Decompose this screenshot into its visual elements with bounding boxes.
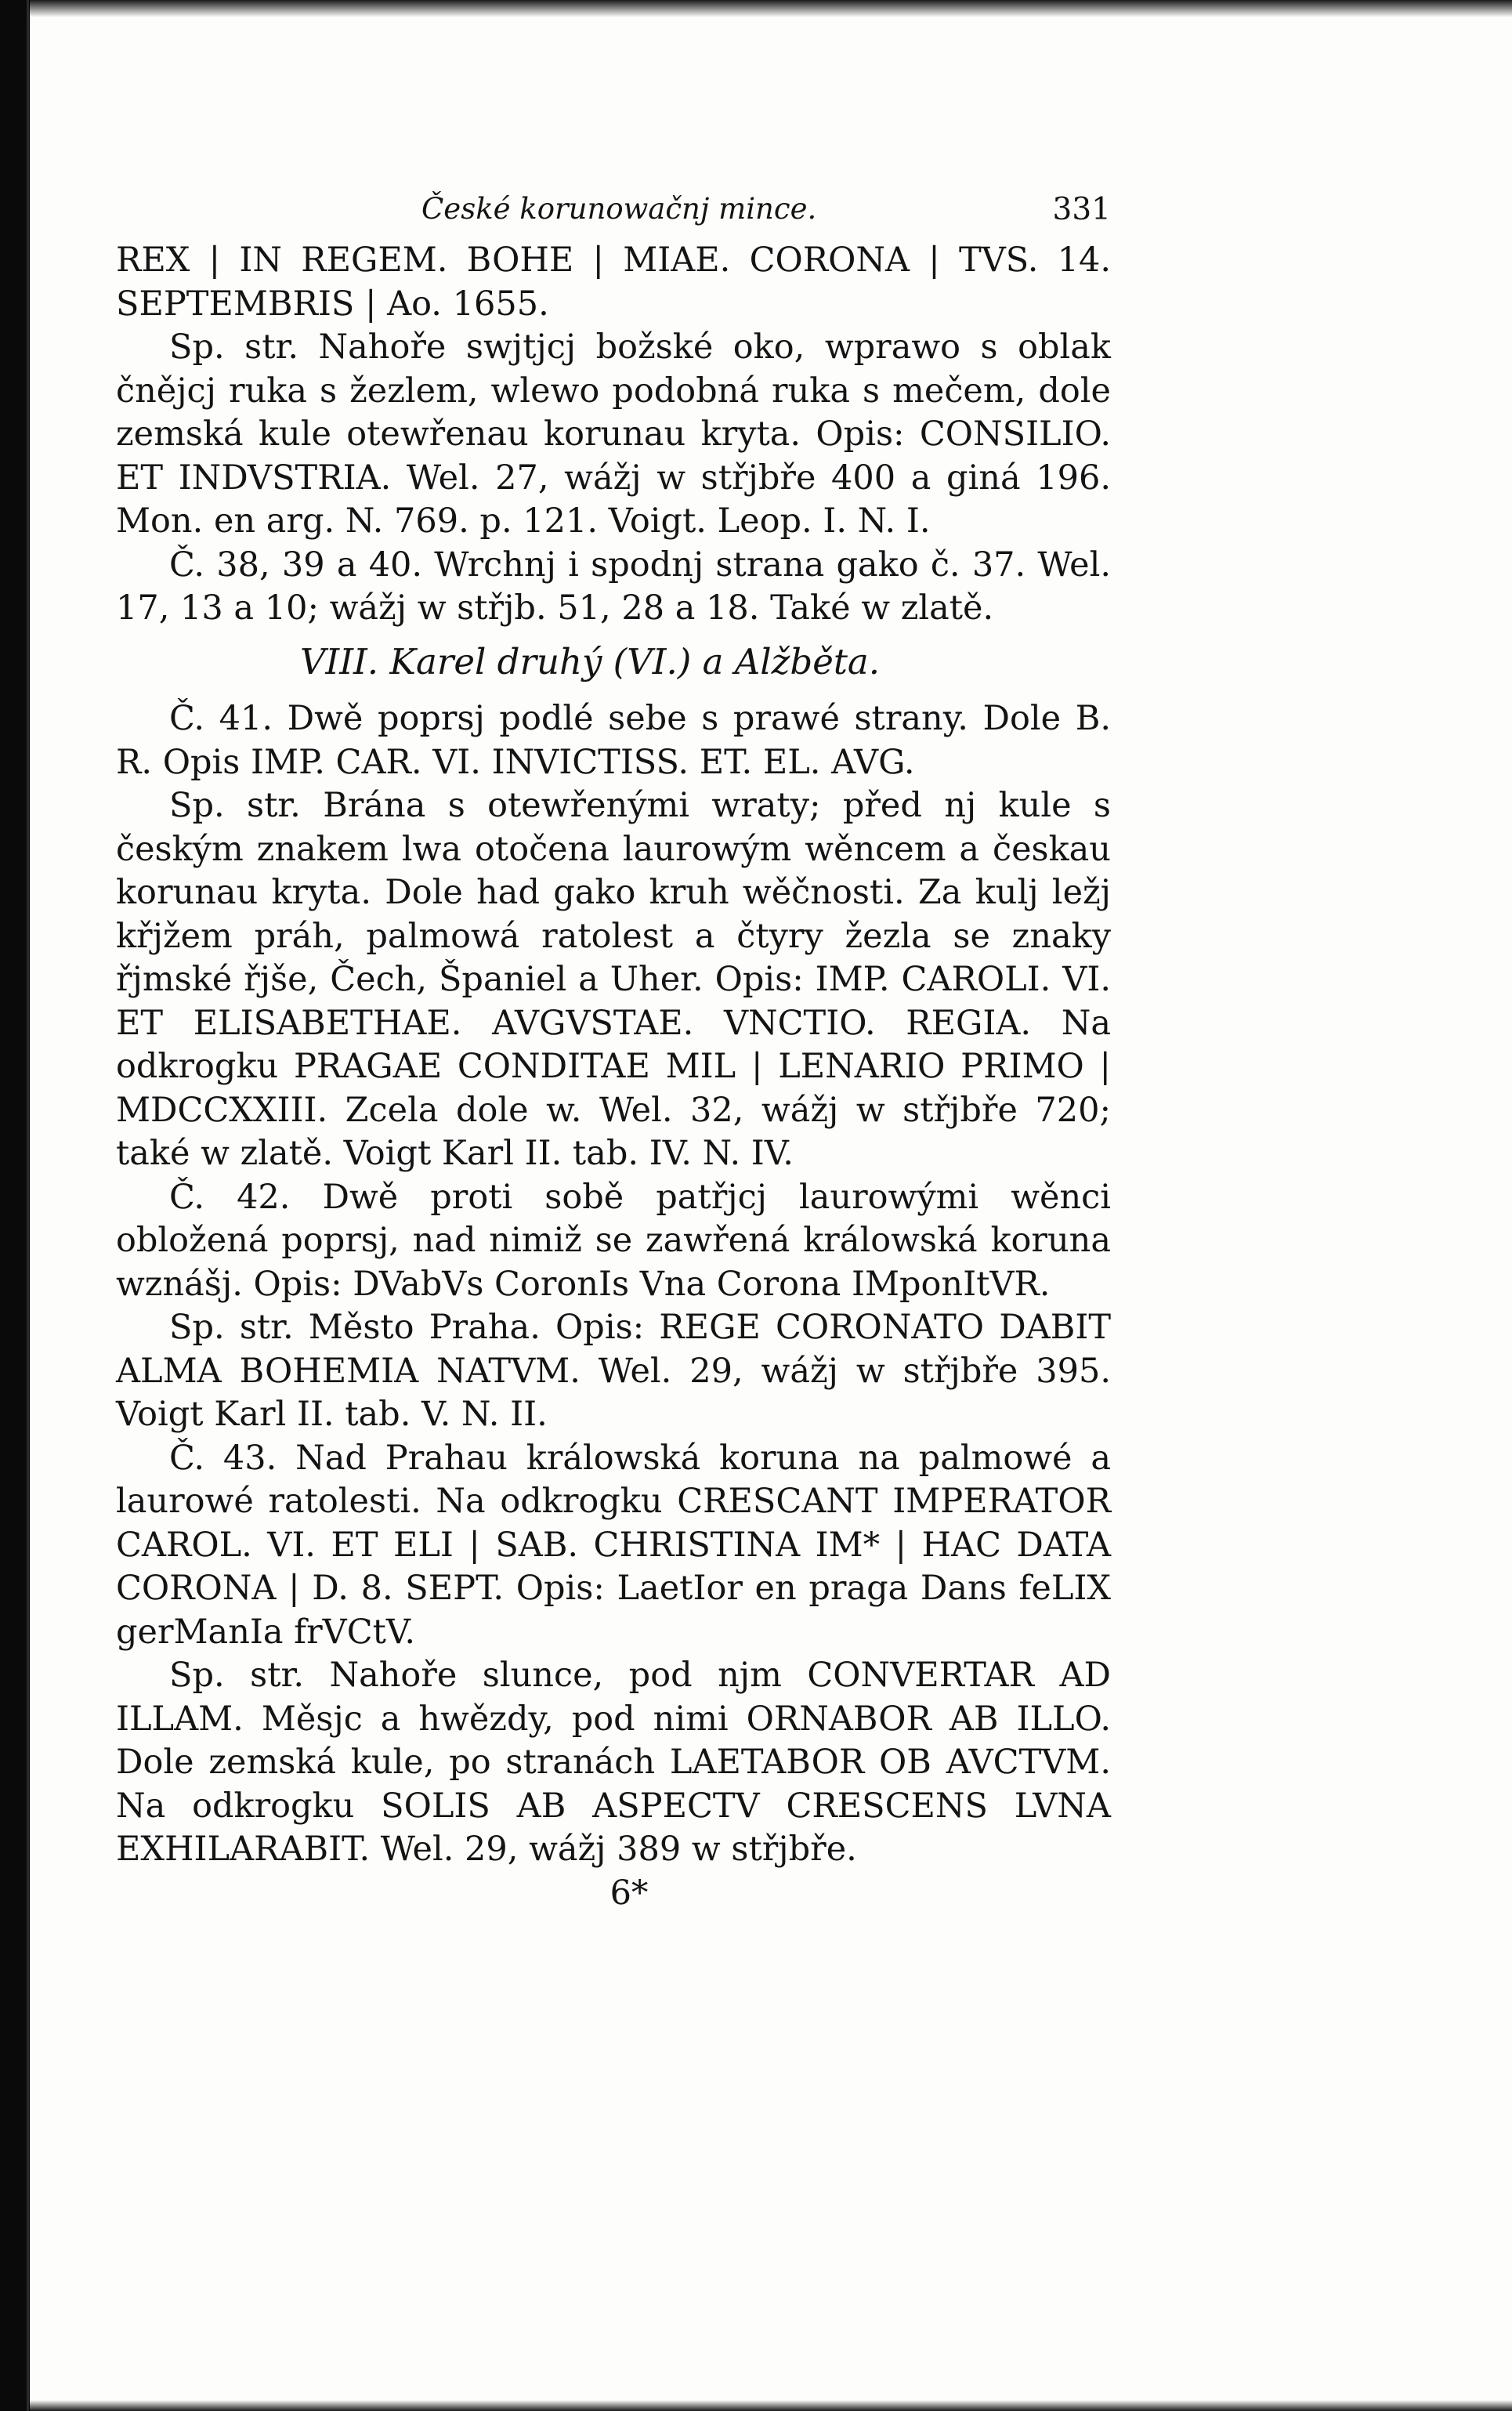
scan-border-left [0,0,29,2411]
scan-shadow-bottom [30,2400,1512,2411]
paragraph-coin-38-40: Č. 38, 39 a 40. Wrchnj i spodnj strana gako č. 37. Wel. 17, 13 a 10; wážj w střjb. 51, 28 a 18. Také w zlatě. [116,545,1111,628]
paragraph-coin-43-reverse: Sp. str. Nahoře slunce, pod njm CONVERTAR AD ILLAM. Měsjc a hwězdy, pod nimi ORNABOR AB ILLO. Dole zemská kule, po stranách LAETABOR OB AVCTVM. Na odkrogku SOLIS AB ASPECTV CRESCENS LVNA EXHILARABIT. Wel. 29, wážj 389 w střjbře. [116,1656,1111,1869]
section-heading: VIII. Karel druhý (VI.) a Alžběta. [299,640,881,682]
page-content [116,192,1111,1915]
running-head [116,192,1111,239]
paragraph-coin-42: Č. 42. Dwě proti sobě patřjcj laurowými wěnci obložená poprsj, nad nimiž se zawřená králowská koruna wznášj. Opis: DVabVs CoronIs Vna Corona IMponItVR. [116,1177,1111,1304]
paragraph-reverse-side: Sp. str. Nahoře swjtjcj božské oko, wprawo s oblak čnějcj ruka s žezlem, wlewo podobná ruka s mečem, dole zemská kule otewřenau korunau kryta. Opis: CONSILIO. ET INDVSTRIA. Wel. 27, wážj w střjbře 400 a giná 196. Mon. en arg. N. 769. p. 121. Voigt. Leop. I. N. I. [116,328,1111,541]
body-text [116,239,1111,1915]
paragraph-inscription: REX | IN REGEM. BOHE | MIAE. CORONA | TVS. 14. SEPTEMBRIS | Ao. 1655. [116,241,1111,324]
book-page [30,0,1512,2411]
scan-shadow-top [30,0,1512,17]
signature-mark: 6* [610,1873,649,1913]
paragraph-coin-41-reverse: Sp. str. Brána s otewřenými wraty; před nj kule s českým znakem lwa otočena laurowým wěncem a českau korunau kryta. Dole had gako kruh wěčnosti. Za kulj ležj křjžem práh, palmowá ratolest a čtyry žezla se znaky řjmské řjše, Čech, Španiel a Uher. Opis: IMP. CAROLI. VI. ET ELISABETHAE. AVGVSTAE. VNCTIO. REGIA. Na odkrogku PRAGAE CONDITAE MIL | LENARIO PRIMO | MDCCXXIII. Zcela dole w. Wel. 32, wážj w střjbře 720; také w zlatě. Voigt Karl II. tab. IV. N. IV. [116,786,1111,1173]
paragraph-coin-43: Č. 43. Nad Prahau králowská koruna na palmowé a laurowé ratolesti. Na odkrogku CRESCANT IMPERATOR CAROL. VI. ET ELI | SAB. CHRISTINA IM* | HAC DATA CORONA | D. 8. SEPT. Opis: LaetIor en praga Dans feLIX gerManIa frVCtV. [116,1438,1111,1652]
paragraph-coin-42-reverse: Sp. str. Město Praha. Opis: REGE CORONATO DABIT ALMA BOHEMIA NATVM. Wel. 29, wážj w střjbře 395. Voigt Karl II. tab. V. N. II. [116,1308,1111,1434]
page-number: 331 [1052,192,1111,227]
paragraph-coin-41: Č. 41. Dwě poprsj podlé sebe s prawé strany. Dole B. R. Opis IMP. CAR. VI. INVICTISS. ET. EL. AVG. [116,699,1111,782]
running-title: České korunowačnj mince. [421,192,817,226]
